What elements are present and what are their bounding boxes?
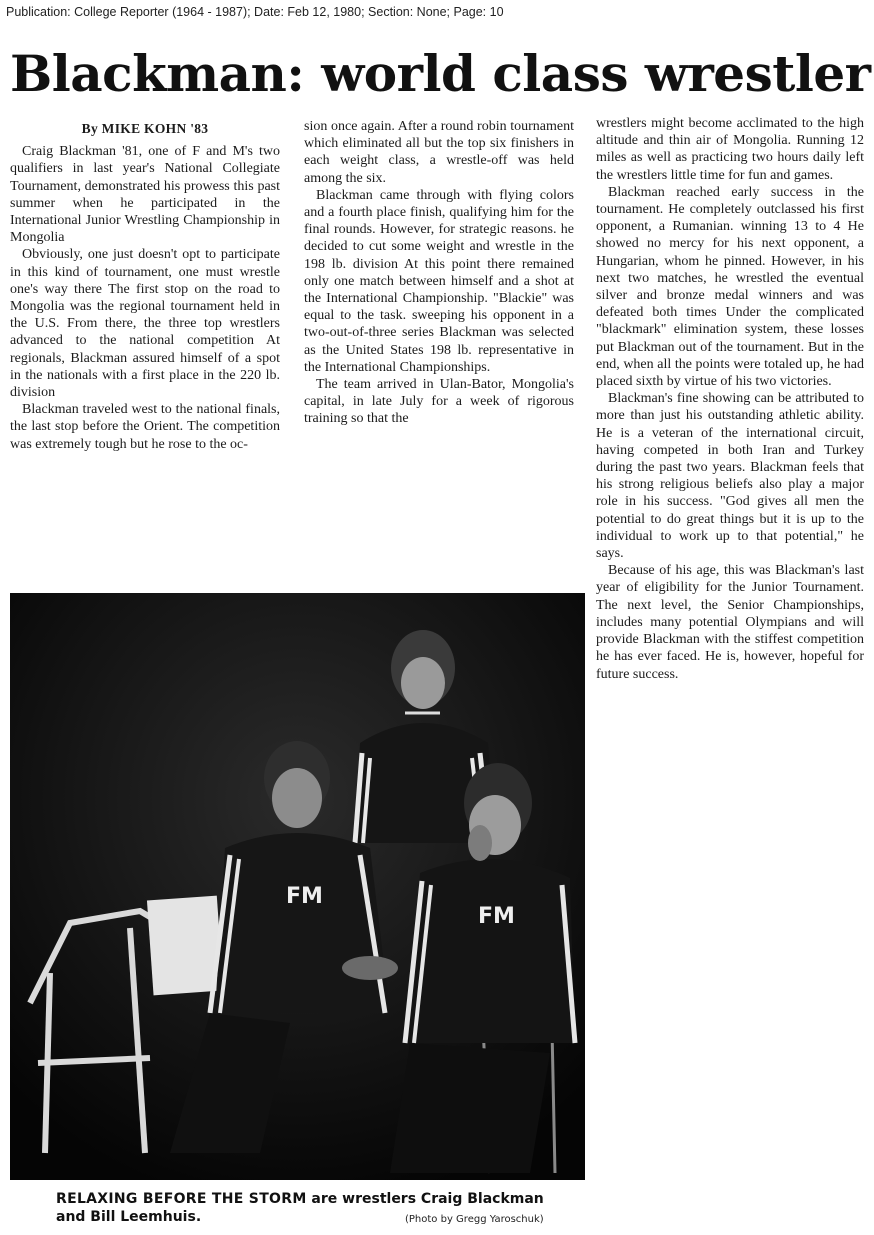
paragraph: wrestlers might become acclimated to the high altitude and thin air of Mongolia. Running 12 miles as well as practicing two hours daily left the wrestlers little time for fun and games.	[596, 116, 864, 183]
paragraph: sion once again. After a round robin tournament which eliminated all but the top six finishers in each weight class, a wrestle-off was held among the six.	[304, 119, 574, 186]
article-column-1	[10, 120, 280, 453]
caption-lead: RELAXING BEFORE THE STORM	[56, 1191, 307, 1207]
jersey-text-right: FM	[478, 904, 515, 929]
photo-credit: (Photo by Gregg Yaroschuk)	[405, 1214, 544, 1225]
jersey-text-left: FM	[286, 884, 323, 909]
article-column-2	[304, 118, 574, 428]
paragraph: Obviously, one just doesn't opt to participate in this kind of tournament, one must wrestle one's way there The first stop on the road to Mongolia was the regional tournament held in the U.S. From there, the three top wrestlers advanced to the national competition At regionals, Blackman assured himself of a spot in the nationals with a first place in the 220 lb. division	[10, 247, 280, 401]
caption-text: are wrestlers Craig Blackman and Bill Leemhuis.	[56, 1191, 544, 1225]
paragraph: Blackman reached early success in the tournament. He completely outclassed his first opponent, a Rumanian. winning 13 to 4 He showed no mercy for his next opponent, a Hungarian, whom he pinned. However, in his next two matches, he wrestled the eventual silver and bronze medal winners and was defeated both times Under the complicated "blackmark" elimination system, these losses put Blackman out of the tournament. But in the end, when all the points were totaled up, he had placed sixth by virtue of his two victories.	[596, 184, 864, 390]
publication-info: Publication: College Reporter (1964 - 1987); Date: Feb 12, 1980; Section: None; Page: 10	[6, 5, 504, 19]
article-column-3	[596, 115, 864, 683]
paragraph: Blackman's fine showing can be attributed to more than just his outstanding athletic ability. He is a veteran of the international circuit, having competed in both Iran and Turkey during the past two years. Blackman feels that his strong religious beliefs also play a major role in his success. "God gives all men the potential to do great things but it is up to the individual to work up to that potential," he says.	[596, 391, 864, 562]
paragraph: The team arrived in Ulan-Bator, Mongolia's capital, in late July for a week of rigorous training so that the	[304, 377, 574, 427]
photo-illustration	[10, 593, 585, 1180]
paragraph: Blackman traveled west to the national finals, the last stop before the Orient. The competition was extremely tough but he rose to the oc-	[10, 402, 280, 452]
byline: By MIKE KOHN '83	[81, 121, 209, 136]
headline: Blackman: world class wrestler	[10, 44, 871, 103]
wrestlers-photo	[10, 593, 585, 1180]
paragraph: Blackman came through with flying colors and a fourth place finish, qualifying him for the final rounds. However, for strategic reasons. he decided to cut some weight and wrestle in the 198 lb. division At this point there remained only one match between himself and a shot at the International Championship. "Blackie" was equal to the task. sweeping his opponent in a two-out-of-three series Blackman was selected as the United States 198 lb. representative in the International Championships.	[304, 187, 574, 375]
paragraph: Because of his age, this was Blackman's last year of eligibility for the Junior Tournament. The next level, the Senior Championships, includes many potential Olympians and will provide Blackman with the stiffest competition he has ever faced. He is, however, hopeful for future success.	[596, 563, 864, 682]
paragraph: Craig Blackman '81, one of F and M's two qualifiers in last year's National Collegiate Tournament, demonstrated his prowess this past summer when he participated in the International Junior Wrestling Championship in Mongolia	[10, 144, 280, 246]
